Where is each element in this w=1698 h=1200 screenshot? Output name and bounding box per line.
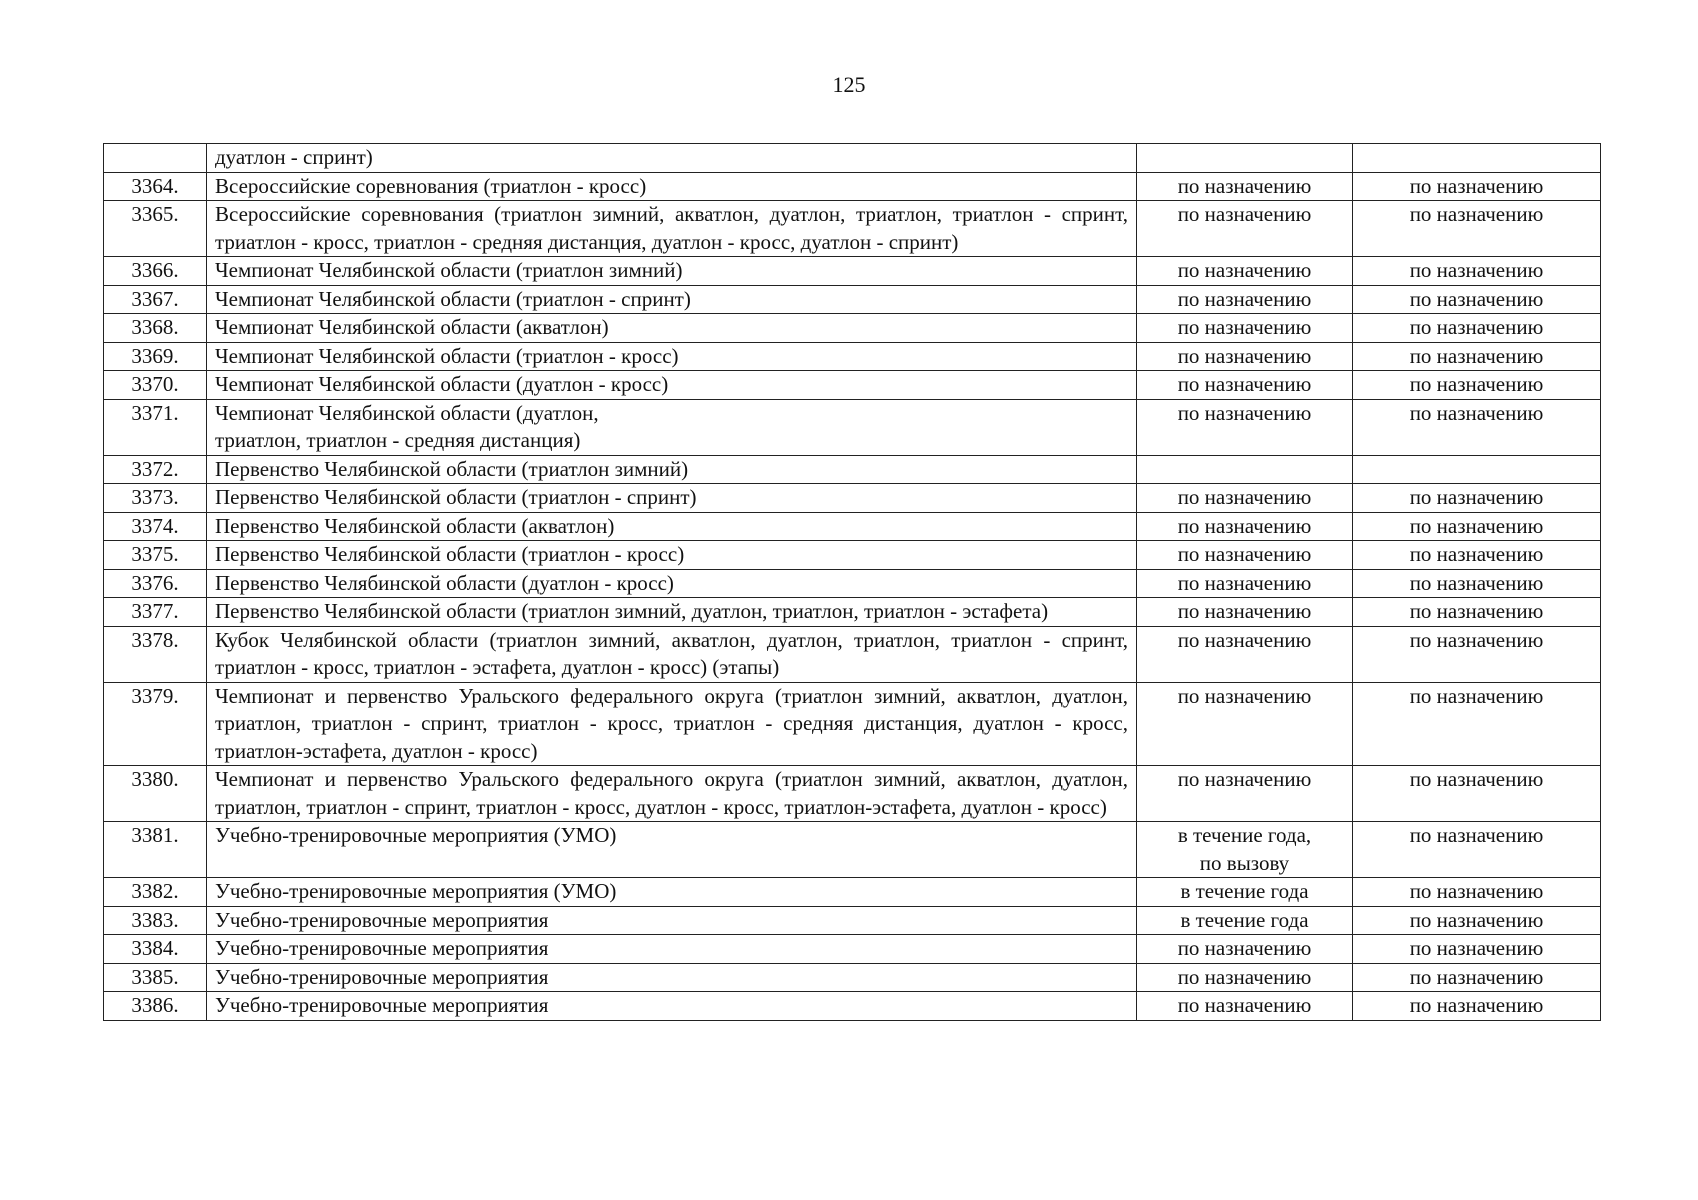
status-cell: по назначению (1353, 257, 1601, 286)
table-row (104, 371, 1601, 400)
row-number-cell: 3384. (104, 935, 207, 964)
timing-cell: в течение года (1137, 878, 1353, 907)
table-row (104, 342, 1601, 371)
status-cell: по назначению (1353, 598, 1601, 627)
status-cell: по назначению (1353, 992, 1601, 1021)
row-number-cell: 3364. (104, 172, 207, 201)
status-cell: по назначению (1353, 822, 1601, 878)
timing-cell: по назначению (1137, 963, 1353, 992)
event-name-cell: Учебно-тренировочные мероприятия (207, 963, 1137, 992)
timing-cell: по назначению (1137, 257, 1353, 286)
table-row (104, 626, 1601, 682)
status-cell: по назначению (1353, 484, 1601, 513)
event-name-cell: Кубок Челябинской области (триатлон зимний, акватлон, дуатлон, триатлон, триатлон - спринт, триатлон - кросс, триатлон - эстафета, дуатлон - кросс) (этапы) (207, 626, 1137, 682)
status-cell (1353, 455, 1601, 484)
timing-cell: по назначению (1137, 766, 1353, 822)
status-cell: по назначению (1353, 399, 1601, 455)
row-number-cell (104, 144, 207, 173)
row-number-cell: 3381. (104, 822, 207, 878)
table-row (104, 822, 1601, 878)
status-cell: по назначению (1353, 285, 1601, 314)
timing-cell: по назначению (1137, 512, 1353, 541)
status-cell (1353, 144, 1601, 173)
row-number-cell: 3378. (104, 626, 207, 682)
row-number-cell: 3369. (104, 342, 207, 371)
table-row (104, 399, 1601, 455)
status-cell: по назначению (1353, 569, 1601, 598)
timing-cell: по назначению (1137, 399, 1353, 455)
row-number-cell: 3376. (104, 569, 207, 598)
status-cell: по назначению (1353, 541, 1601, 570)
event-name-cell: Первенство Челябинской области (триатлон - кросс) (207, 541, 1137, 570)
row-number-cell: 3371. (104, 399, 207, 455)
row-number-cell: 3372. (104, 455, 207, 484)
status-cell: по назначению (1353, 906, 1601, 935)
table-row (104, 682, 1601, 766)
table-row (104, 963, 1601, 992)
timing-cell: по назначению (1137, 682, 1353, 766)
table-row (104, 541, 1601, 570)
table-row (104, 484, 1601, 513)
row-number-cell: 3367. (104, 285, 207, 314)
timing-cell: по назначению (1137, 626, 1353, 682)
timing-cell: по назначению (1137, 935, 1353, 964)
event-name-cell: Учебно-тренировочные мероприятия (207, 992, 1137, 1021)
table-row (104, 512, 1601, 541)
table-row (104, 257, 1601, 286)
event-name-cell: Первенство Челябинской области (акватлон) (207, 512, 1137, 541)
timing-cell: по назначению (1137, 569, 1353, 598)
event-name-cell: Первенство Челябинской области (дуатлон - кросс) (207, 569, 1137, 598)
table-row (104, 878, 1601, 907)
event-name-cell: Первенство Челябинской области (триатлон зимний, дуатлон, триатлон, триатлон - эстафета) (207, 598, 1137, 627)
status-cell: по назначению (1353, 935, 1601, 964)
row-number-cell: 3365. (104, 201, 207, 257)
timing-cell: по назначению (1137, 172, 1353, 201)
event-name-cell: Чемпионат Челябинской области (акватлон) (207, 314, 1137, 343)
event-name-cell: Учебно-тренировочные мероприятия (207, 906, 1137, 935)
status-cell: по назначению (1353, 201, 1601, 257)
timing-cell: по назначению (1137, 598, 1353, 627)
timing-cell: по назначению (1137, 201, 1353, 257)
table-row (104, 314, 1601, 343)
status-cell: по назначению (1353, 342, 1601, 371)
timing-cell: в течение года, по вызову (1137, 822, 1353, 878)
status-cell: по назначению (1353, 766, 1601, 822)
table-row (104, 172, 1601, 201)
event-name-cell: Всероссийские соревнования (триатлон зимний, акватлон, дуатлон, триатлон, триатлон - спринт, триатлон - кросс, триатлон - средняя дистанция, дуатлон - кросс, дуатлон - спринт) (207, 201, 1137, 257)
event-name-cell: Чемпионат и первенство Уральского федерального округа (триатлон зимний, акватлон, дуатлон, триатлон, триатлон - спринт, триатлон - кросс, дуатлон - кросс, триатлон-эстафета, дуатлон - кросс) (207, 766, 1137, 822)
event-name-cell: Учебно-тренировочные мероприятия (УМО) (207, 822, 1137, 878)
row-number-cell: 3373. (104, 484, 207, 513)
row-number-cell: 3385. (104, 963, 207, 992)
event-name-cell: Чемпионат и первенство Уральского федерального округа (триатлон зимний, акватлон, дуатлон, триатлон, триатлон - спринт, триатлон - кросс, триатлон - средняя дистанция, дуатлон - кросс, триатлон-эстафета, дуатлон - кросс) (207, 682, 1137, 766)
table-row (104, 201, 1601, 257)
table-row (104, 935, 1601, 964)
event-name-cell: Чемпионат Челябинской области (дуатлон - кросс) (207, 371, 1137, 400)
row-number-cell: 3374. (104, 512, 207, 541)
table-row (104, 598, 1601, 627)
status-cell: по назначению (1353, 963, 1601, 992)
event-name-cell: Учебно-тренировочные мероприятия (207, 935, 1137, 964)
event-name-cell: Чемпионат Челябинской области (дуатлон, триатлон, триатлон - средняя дистанция) (207, 399, 1137, 455)
status-cell: по назначению (1353, 314, 1601, 343)
table-row (104, 992, 1601, 1021)
row-number-cell: 3375. (104, 541, 207, 570)
event-name-cell: Чемпионат Челябинской области (триатлон - спринт) (207, 285, 1137, 314)
event-name-cell: Первенство Челябинской области (триатлон - спринт) (207, 484, 1137, 513)
table-row (104, 569, 1601, 598)
table-row (104, 144, 1601, 173)
table-row (104, 906, 1601, 935)
event-name-cell: Чемпионат Челябинской области (триатлон - кросс) (207, 342, 1137, 371)
page-number: 125 (832, 72, 866, 97)
row-number-cell: 3382. (104, 878, 207, 907)
event-name-cell: дуатлон - спринт) (207, 144, 1137, 173)
status-cell: по назначению (1353, 878, 1601, 907)
event-name-cell: Всероссийские соревнования (триатлон - кросс) (207, 172, 1137, 201)
table-row (104, 766, 1601, 822)
timing-cell: по назначению (1137, 484, 1353, 513)
event-name-cell: Учебно-тренировочные мероприятия (УМО) (207, 878, 1137, 907)
row-number-cell: 3366. (104, 257, 207, 286)
status-cell: по назначению (1353, 626, 1601, 682)
row-number-cell: 3386. (104, 992, 207, 1021)
status-cell: по назначению (1353, 512, 1601, 541)
timing-cell: по назначению (1137, 285, 1353, 314)
event-name-cell: Чемпионат Челябинской области (триатлон зимний) (207, 257, 1137, 286)
table-row (104, 285, 1601, 314)
timing-cell: по назначению (1137, 342, 1353, 371)
timing-cell: по назначению (1137, 992, 1353, 1021)
row-number-cell: 3380. (104, 766, 207, 822)
status-cell: по назначению (1353, 371, 1601, 400)
timing-cell: по назначению (1137, 541, 1353, 570)
row-number-cell: 3383. (104, 906, 207, 935)
timing-cell (1137, 455, 1353, 484)
table-row (104, 455, 1601, 484)
event-name-cell: Первенство Челябинской области (триатлон зимний) (207, 455, 1137, 484)
events-table-body (104, 144, 1601, 1021)
events-table (103, 143, 1601, 1021)
row-number-cell: 3368. (104, 314, 207, 343)
timing-cell: по назначению (1137, 314, 1353, 343)
row-number-cell: 3370. (104, 371, 207, 400)
row-number-cell: 3379. (104, 682, 207, 766)
timing-cell: по назначению (1137, 371, 1353, 400)
timing-cell (1137, 144, 1353, 173)
timing-cell: в течение года (1137, 906, 1353, 935)
row-number-cell: 3377. (104, 598, 207, 627)
status-cell: по назначению (1353, 172, 1601, 201)
status-cell: по назначению (1353, 682, 1601, 766)
